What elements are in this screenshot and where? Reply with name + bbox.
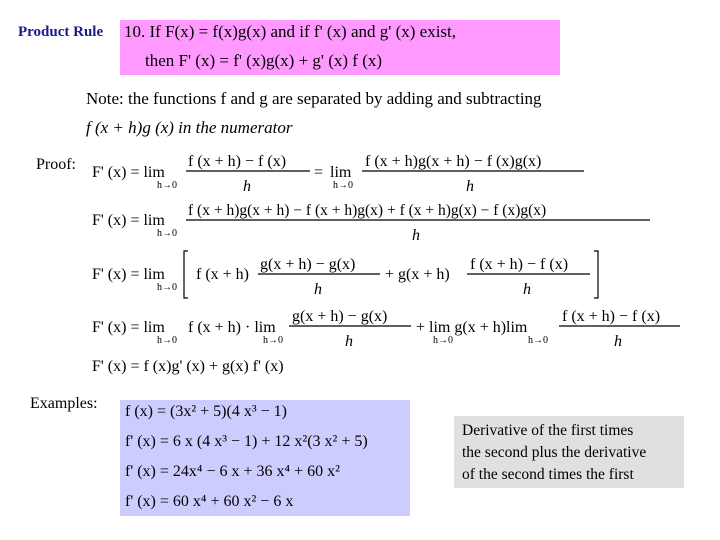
step4-g-denominator: h	[345, 333, 353, 350]
note-line-1: Note: the functions f and g are separated by adding and subtracting	[86, 89, 542, 108]
step3-g-numerator: g(x + h) − g(x)	[260, 256, 356, 273]
step4-f-denominator: h	[614, 333, 622, 350]
examples-label: Examples:	[30, 395, 98, 412]
note-line-2: f (x + h)g (x) in the numerator	[86, 118, 293, 137]
step3-g: + g(x + h)	[385, 266, 450, 283]
step4-limit-sub-2: h→0	[263, 335, 283, 346]
step1-numerator-a: f (x + h) − f (x)	[188, 153, 287, 170]
step1-lim-b: lim	[330, 164, 352, 181]
summary-line: the second plus the derivative	[462, 444, 647, 461]
step1-lhs: F' (x) = lim	[92, 164, 165, 181]
step4-limit-sub-3: h→0	[433, 335, 453, 346]
step2-denominator: h	[412, 227, 420, 244]
rule-number: 10.	[124, 22, 146, 41]
step3-f-numerator: f (x + h) − f (x)	[470, 256, 569, 273]
section-title: Product Rule	[18, 24, 104, 40]
step1-denominator-b: h	[466, 178, 474, 195]
right-bracket	[594, 251, 598, 298]
step3-f-denominator: h	[523, 281, 531, 298]
proof-step-4	[92, 308, 680, 350]
step2-numerator: f (x + h)g(x + h) − f (x + h)g(x) + f (x + h)g(x) − f (x)g(x)	[188, 202, 547, 219]
step2-limit-sub: h→0	[157, 228, 177, 239]
step1-limit-sub: h→0	[157, 180, 177, 191]
proof-step-1	[92, 153, 584, 195]
step2-lhs: F' (x) = lim	[92, 212, 165, 229]
summary-line: of the second times the first	[462, 466, 634, 483]
left-bracket	[184, 251, 188, 298]
example-line: f' (x) = 60 x⁴ + 60 x² − 6 x	[125, 493, 294, 510]
rule-line-1-text: If F(x) = f(x)g(x) and if f' (x) and g' (x) exist,	[149, 22, 457, 41]
example-line: f' (x) = 6 x (4 x³ − 1) + 12 x²(3 x² + 5)	[125, 433, 368, 450]
step1-denominator-a: h	[243, 178, 251, 195]
step1-limit-sub-b: h→0	[333, 180, 353, 191]
summary-line: Derivative of the first times	[462, 422, 634, 439]
step4-limit-sub: h→0	[157, 335, 177, 346]
product-rule-statement	[120, 20, 560, 75]
example-line: f' (x) = 24x⁴ − 6 x + 36 x⁴ + 60 x²	[125, 463, 340, 480]
examples-box	[120, 400, 410, 516]
proof-step-3	[92, 251, 598, 298]
step4-part-a: f (x + h) · lim	[188, 319, 276, 336]
step4-g-numerator: g(x + h) − g(x)	[292, 308, 388, 325]
step4-limit-sub-4: h→0	[528, 335, 548, 346]
example-line: f (x) = (3x² + 5)(4 x³ − 1)	[125, 403, 287, 420]
equals-sign: =	[314, 164, 324, 181]
step3-limit-sub: h→0	[157, 282, 177, 293]
proof-derivation	[0, 145, 720, 385]
step3-lhs: F' (x) = lim	[92, 266, 165, 283]
step3-f: f (x + h)	[196, 266, 250, 283]
step1-numerator-b: f (x + h)g(x + h) − f (x)g(x)	[365, 153, 542, 170]
proof-label: Proof:	[36, 156, 76, 173]
step4-lhs: F' (x) = lim	[92, 319, 165, 336]
rule-line-2: then F' (x) = f' (x)g(x) + g' (x) f (x)	[145, 51, 383, 70]
proof-step-2	[92, 202, 650, 244]
proof-result: F' (x) = f (x)g' (x) + g(x) f' (x)	[92, 358, 284, 375]
step4-part-b: + lim g(x + h)lim	[416, 319, 528, 336]
rule-line-1	[124, 22, 456, 42]
summary-box	[454, 416, 684, 488]
step3-g-denominator: h	[314, 281, 322, 298]
step4-f-numerator: f (x + h) − f (x)	[562, 308, 661, 325]
